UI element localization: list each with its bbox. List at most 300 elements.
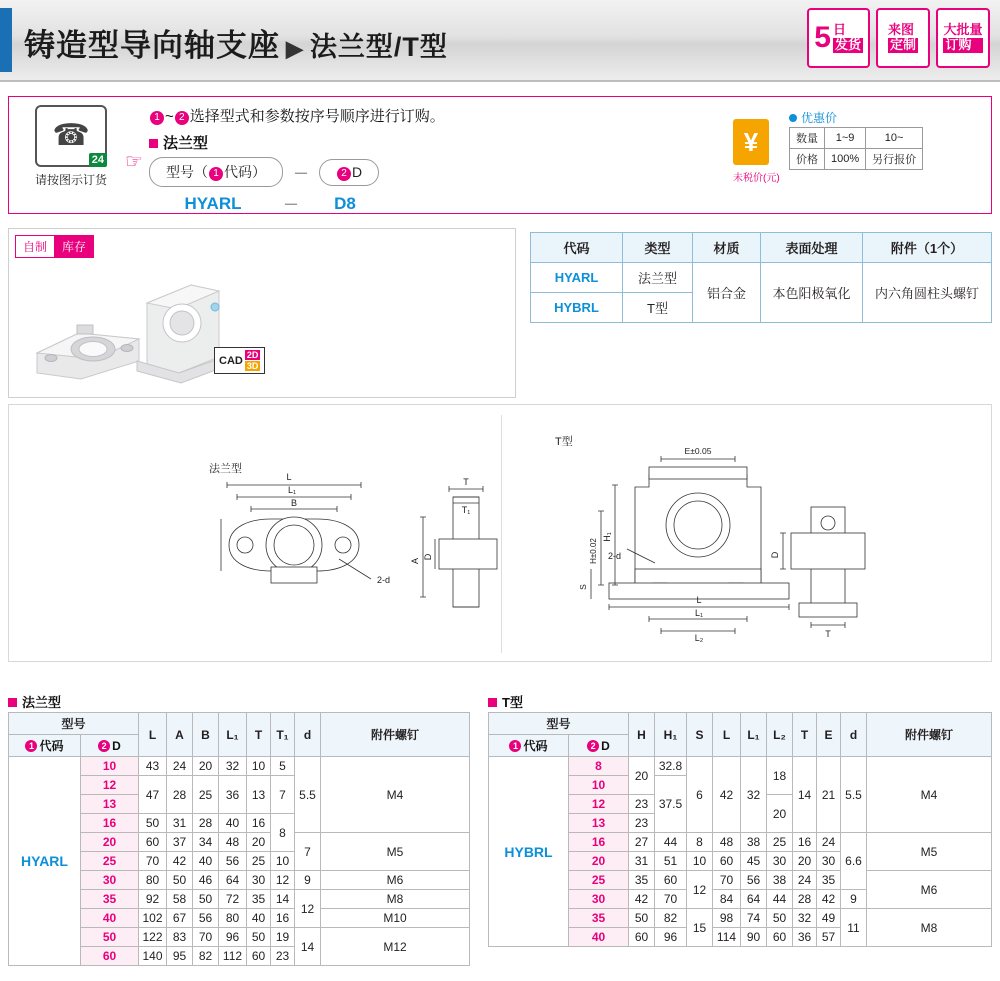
svg-text:H₁: H₁ [602, 532, 612, 542]
tag-self-made: 自制 [15, 235, 55, 258]
badge-bulk [936, 8, 990, 68]
cell: 56 [741, 871, 767, 890]
flange-d-40: 40 [81, 909, 139, 928]
price-block [733, 107, 983, 205]
d-code-field[interactable] [319, 159, 379, 186]
cell: 96 [655, 928, 687, 947]
spec-code-hyarl: HYARL [531, 263, 623, 293]
cell: 84 [713, 890, 741, 909]
technical-drawing-box [8, 404, 992, 662]
cell: 70 [139, 852, 167, 871]
flange-d-13: 13 [81, 795, 139, 814]
cell: 70 [655, 890, 687, 909]
cell: 35 [817, 871, 841, 890]
cell: 47 [139, 776, 167, 814]
cell: 6 [687, 757, 713, 833]
cell: 24 [167, 757, 193, 776]
badge-custom-line1: 来图 [887, 22, 914, 38]
badge-5day-line2: 发货 [834, 37, 861, 52]
price-row-qty [790, 128, 923, 149]
svg-text:2-d: 2-d [607, 551, 621, 561]
cell: 15 [687, 909, 713, 947]
flange-col-screw: 附件螺钉 [321, 713, 470, 757]
product-tags [15, 235, 94, 258]
cell: 28 [193, 814, 219, 833]
flange-table-title-text: 法兰型 [22, 695, 62, 710]
cell: 7 [271, 776, 295, 814]
cell: M5 [867, 833, 992, 871]
cell: 37.5 [655, 776, 687, 833]
badge-custom-line2: 定制 [889, 37, 916, 52]
cell: 40 [219, 814, 247, 833]
flange-d-num-icon: 2 [98, 740, 110, 752]
phone-order-caption: 请按图示订货 [34, 173, 107, 187]
d-code-text: D [352, 163, 363, 180]
cell: 90 [741, 928, 767, 947]
badge-5day-text [833, 23, 863, 53]
svg-text:L: L [696, 595, 702, 605]
t-d-13: 13 [569, 814, 629, 833]
yen-icon: ¥ [733, 119, 769, 165]
spec-material: 铝合金 [693, 263, 761, 323]
model-code-num-icon: 1 [209, 167, 223, 181]
cell: 70 [713, 871, 741, 890]
cell: 5 [271, 757, 295, 776]
cad-3d-icon: 3D [246, 361, 259, 371]
order-step-text [149, 105, 445, 126]
cell-d-55: 5.5 [295, 757, 321, 833]
cell: 9 [295, 871, 321, 890]
cell: 8 [687, 833, 713, 852]
flange-d-25: 25 [81, 852, 139, 871]
t-head-d [569, 735, 629, 757]
cell: 32 [219, 757, 247, 776]
flange-side-drawing [409, 477, 529, 647]
cell: 50 [767, 909, 793, 928]
cell: 10 [687, 852, 713, 871]
t-d-12: 12 [569, 795, 629, 814]
cell: 36 [793, 928, 817, 947]
t-dimension-table [488, 712, 992, 947]
price-table [789, 127, 923, 170]
cell: 51 [655, 852, 687, 871]
svg-text:L₁: L₁ [287, 485, 297, 495]
t-d-40: 40 [569, 928, 629, 947]
flange-d-20: 20 [81, 833, 139, 852]
cell: 16 [247, 814, 271, 833]
svg-text:D: D [423, 553, 433, 561]
badge-bulk-line2: 订购 [943, 38, 982, 53]
flange-head-d-text: D [112, 738, 121, 753]
cell: 95 [167, 947, 193, 966]
cell: 42 [629, 890, 655, 909]
badge-custom [876, 8, 930, 68]
t-d-35: 35 [569, 909, 629, 928]
cell: 82 [193, 947, 219, 966]
flange-col-A: A [167, 713, 193, 757]
model-code-field[interactable] [149, 157, 283, 187]
telephone-glyph: ☎ [52, 119, 90, 152]
t-head-d-text: D [601, 738, 610, 753]
telephone-icon [35, 105, 107, 167]
t-table-title [488, 692, 523, 711]
cell: M8 [321, 890, 470, 909]
spec-header-code: 代码 [531, 233, 623, 263]
flange-head-code-text: 代码 [39, 739, 64, 753]
cell: 23 [629, 814, 655, 833]
cell: 20 [793, 852, 817, 871]
t-col-d: d [841, 713, 867, 757]
cell: 32.8 [655, 757, 687, 776]
flange-table-title [8, 692, 61, 711]
spec-accessory: 内六角圆柱头螺钉 [863, 263, 992, 323]
cell: 7 [295, 833, 321, 871]
price-row-price [790, 149, 923, 170]
cell: 37 [167, 833, 193, 852]
spec-header-material: 材质 [693, 233, 761, 263]
cell: 102 [139, 909, 167, 928]
price-title-text: 优惠价 [801, 111, 838, 125]
table-row [9, 757, 470, 776]
flange-d-35: 35 [81, 890, 139, 909]
cell: 40 [247, 909, 271, 928]
cad-label: CAD [219, 354, 243, 367]
cell: 50 [629, 909, 655, 928]
cell: M4 [867, 757, 992, 833]
cell: 36 [219, 776, 247, 814]
spec-header-row [531, 233, 992, 263]
cell: 50 [247, 928, 271, 947]
cell: 30 [247, 871, 271, 890]
cell: 60 [139, 833, 167, 852]
t-head-row-1 [489, 713, 992, 735]
product-photo-box [8, 228, 516, 398]
code-dash: － [293, 165, 310, 183]
cell: 50 [193, 890, 219, 909]
cell: 44 [655, 833, 687, 852]
cell: 140 [139, 947, 167, 966]
cell: 12 [271, 871, 295, 890]
cell: 28 [793, 890, 817, 909]
cell: 11 [841, 909, 867, 947]
cell: 12 [687, 871, 713, 909]
flange-d-50: 50 [81, 928, 139, 947]
cell: 42 [713, 757, 741, 833]
svg-text:L: L [286, 472, 292, 482]
t-head-model: 型号 [489, 713, 629, 735]
svg-text:T: T [825, 629, 831, 639]
t-col-L1: L₁ [741, 713, 767, 757]
order-code-row [149, 157, 445, 187]
price-qty-2: 10~ [866, 128, 923, 149]
t-d-num-icon: 2 [587, 740, 599, 752]
tag-in-stock: 库存 [55, 235, 94, 258]
cell: 32 [741, 757, 767, 833]
cell: 98 [713, 909, 741, 928]
flange-d-10: 10 [81, 757, 139, 776]
cell: 20 [193, 757, 219, 776]
cell: 48 [219, 833, 247, 852]
cell: 122 [139, 928, 167, 947]
cell: 5.5 [841, 757, 867, 833]
t-d-30: 30 [569, 890, 629, 909]
cell: 30 [767, 852, 793, 871]
t-table-title-text: T型 [502, 695, 523, 710]
cell: 25 [767, 833, 793, 852]
flange-code-num-icon: 1 [25, 740, 37, 752]
flange-col-T1: T₁ [271, 713, 295, 757]
cell: 6.6 [841, 833, 867, 890]
badge-bulk-line1: 大批量 [943, 22, 983, 38]
cell: 80 [219, 909, 247, 928]
spec-header-accessory: 附件（1个） [863, 233, 992, 263]
cell: 60 [655, 871, 687, 890]
spec-header-type: 类型 [623, 233, 693, 263]
cell: 20 [629, 757, 655, 795]
cell: 23 [629, 795, 655, 814]
cell: 23 [271, 947, 295, 966]
cell: 18 [767, 757, 793, 795]
cell: 14 [271, 890, 295, 909]
cell: 60 [767, 928, 793, 947]
cell: 31 [167, 814, 193, 833]
svg-text:2-d: 2-d [377, 575, 391, 585]
t-d-16: 16 [569, 833, 629, 852]
order-main [149, 105, 445, 215]
step-2-icon: 2 [175, 111, 189, 125]
cell: 72 [219, 890, 247, 909]
page-title [24, 20, 448, 65]
spec-code-hybrl: HYBRL [531, 293, 623, 323]
svg-text:D: D [770, 551, 780, 559]
cell: 8 [271, 814, 295, 852]
price-bullet-icon [789, 114, 797, 122]
cell: 32 [793, 909, 817, 928]
spec-surface: 本色阳极氧化 [761, 263, 863, 323]
flange-d-30: 30 [81, 871, 139, 890]
cell: 96 [219, 928, 247, 947]
step-1-icon: 1 [150, 111, 164, 125]
cad-2d-icon: 2D [246, 350, 259, 360]
badge-24h: 24 [89, 153, 107, 167]
flange-head-code [9, 735, 81, 757]
flange-model-cell: HYARL [9, 757, 81, 966]
cell: M5 [321, 833, 470, 871]
t-d-20: 20 [569, 852, 629, 871]
model-code-suffix: 代码） [224, 164, 266, 180]
cell: 114 [713, 928, 741, 947]
flange-col-T: T [247, 713, 271, 757]
cell: 27 [629, 833, 655, 852]
cell: 74 [741, 909, 767, 928]
order-step-label: 选择型式和参数按序号顺序进行订购。 [189, 108, 445, 125]
t-d-10: 10 [569, 776, 629, 795]
cell: 34 [193, 833, 219, 852]
t-d-8: 8 [569, 757, 629, 776]
order-type-text: 法兰型 [163, 135, 209, 152]
order-value-d: D8 [334, 193, 356, 213]
cell: 46 [193, 871, 219, 890]
cell: 12 [295, 890, 321, 928]
flange-head-d [81, 735, 139, 757]
cell: 56 [219, 852, 247, 871]
t-col-T: T [793, 713, 817, 757]
cad-badge[interactable] [214, 347, 265, 374]
square-bullet-icon [149, 139, 158, 148]
cell: M12 [321, 928, 470, 966]
t-head-code [489, 735, 569, 757]
price-price-2: 另行报价 [866, 149, 923, 170]
cell: 14 [793, 757, 817, 833]
t-side-drawing [769, 485, 899, 645]
cell: 40 [193, 852, 219, 871]
badge-5day [807, 8, 870, 68]
cell: 82 [655, 909, 687, 928]
cell: 42 [167, 852, 193, 871]
cell: M10 [321, 909, 470, 928]
cell: 60 [713, 852, 741, 871]
cell: 24 [793, 871, 817, 890]
flange-d-16: 16 [81, 814, 139, 833]
header-accent-bar [0, 8, 12, 72]
t-col-L2: L₂ [767, 713, 793, 757]
flange-d-60: 60 [81, 947, 139, 966]
no-tax-note: 未税价(元) [733, 173, 780, 184]
cell: 45 [741, 852, 767, 871]
flange-col-B: B [193, 713, 219, 757]
page-title-sub: 法兰型/T型 [309, 32, 448, 62]
cell: M8 [867, 909, 992, 947]
drawing-label-t: T型 [555, 436, 573, 448]
cell: 20 [767, 795, 793, 833]
cell: 25 [247, 852, 271, 871]
cell: 31 [629, 852, 655, 871]
t-head-code-text: 代码 [523, 739, 548, 753]
order-step-tilde: ~ [165, 108, 174, 125]
t-col-S: S [687, 713, 713, 757]
flange-col-d: d [295, 713, 321, 757]
cell: 83 [167, 928, 193, 947]
order-value-row [149, 192, 445, 215]
cell: 20 [247, 833, 271, 852]
svg-text:T₁: T₁ [461, 505, 471, 515]
drawing-label-flange: 法兰型 [209, 463, 242, 475]
cell: 9 [841, 890, 867, 909]
cell: 50 [167, 871, 193, 890]
t-model-cell: HYBRL [489, 757, 569, 947]
price-price-label: 价格 [790, 149, 825, 170]
square-bullet-icon-flange [8, 698, 17, 707]
cell: 56 [193, 909, 219, 928]
cell: 30 [817, 852, 841, 871]
spec-row-hyarl [531, 263, 992, 293]
cell: 16 [793, 833, 817, 852]
cell: 24 [817, 833, 841, 852]
cell: 14 [295, 928, 321, 966]
t-col-E: E [817, 713, 841, 757]
cell: 19 [271, 928, 295, 947]
cell: 10 [247, 757, 271, 776]
cell: 48 [713, 833, 741, 852]
svg-text:E±0.05: E±0.05 [684, 446, 712, 456]
t-code-num-icon: 1 [509, 740, 521, 752]
cell: 38 [767, 871, 793, 890]
svg-text:H±0.02: H±0.02 [589, 538, 598, 564]
order-value-model: HYARL [184, 193, 242, 213]
table-row [489, 757, 992, 776]
cell: 70 [193, 928, 219, 947]
svg-text:T: T [463, 477, 469, 487]
cell: 42 [817, 890, 841, 909]
cell: M6 [321, 871, 470, 890]
flange-d-12: 12 [81, 776, 139, 795]
cell: 21 [817, 757, 841, 833]
value-dash: － [283, 197, 300, 214]
cell: 13 [247, 776, 271, 814]
t-col-L: L [713, 713, 741, 757]
svg-text:S: S [578, 584, 588, 590]
flange-col-L1: L₁ [219, 713, 247, 757]
cell: 64 [741, 890, 767, 909]
cell: 28 [167, 776, 193, 814]
cell: 35 [629, 871, 655, 890]
flange-head-model: 型号 [9, 713, 139, 735]
cell: 44 [767, 890, 793, 909]
price-title [789, 109, 837, 126]
cell: 64 [219, 871, 247, 890]
cell: 50 [139, 814, 167, 833]
cell: 38 [741, 833, 767, 852]
cell: 16 [271, 909, 295, 928]
d-code-num-icon: 2 [337, 167, 351, 181]
spec-header-surface: 表面处理 [761, 233, 863, 263]
spec-table [530, 232, 992, 323]
cell-screw-m4: M4 [321, 757, 470, 833]
t-d-25: 25 [569, 871, 629, 890]
page-title-main: 铸造型导向轴支座 [24, 28, 280, 63]
flange-dimension-table [8, 712, 470, 966]
badge-5day-number: 5 [814, 21, 831, 54]
cell: 58 [167, 890, 193, 909]
order-instructions-box [8, 96, 992, 214]
spec-type-hyarl: 法兰型 [623, 263, 693, 293]
cell: 49 [817, 909, 841, 928]
price-qty-label: 数量 [790, 128, 825, 149]
spec-type-hybrl: T型 [623, 293, 693, 323]
cell: 35 [247, 890, 271, 909]
svg-text:L₂: L₂ [694, 633, 704, 643]
model-code-prefix: 型号（ [166, 164, 208, 180]
svg-text:A: A [410, 557, 420, 565]
cell: 92 [139, 890, 167, 909]
order-type-label [149, 132, 445, 153]
flange-col-L: L [139, 713, 167, 757]
title-arrow-icon: ▶ [286, 36, 304, 61]
cell: 67 [167, 909, 193, 928]
svg-text:B: B [290, 498, 298, 508]
price-qty-1: 1~9 [825, 128, 866, 149]
cell: M6 [867, 871, 992, 909]
header-badges [807, 8, 990, 68]
svg-text:L₁: L₁ [694, 608, 704, 618]
cell: 10 [271, 852, 295, 871]
cell: 43 [139, 757, 167, 776]
badge-5day-line1: 日 [832, 22, 846, 38]
pointing-hand-icon: ☞ [125, 151, 143, 173]
cell: 60 [629, 928, 655, 947]
cell: 60 [247, 947, 271, 966]
t-col-H1: H₁ [655, 713, 687, 757]
